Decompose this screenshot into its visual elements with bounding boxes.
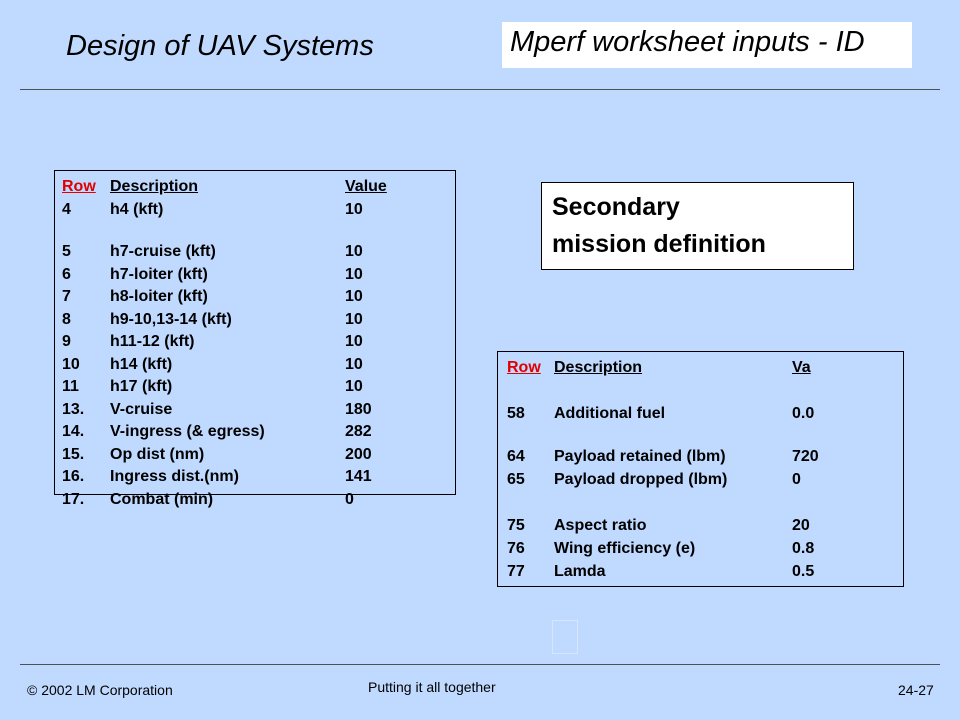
table2-row-desc: Payload retained (lbm) [554,448,726,465]
table2-row-value: 720 [792,448,819,465]
table1-row-num: 14. [62,423,85,440]
page-title: Design of UAV Systems [66,30,374,62]
table2-row-num: 65 [507,471,525,488]
table1-row-desc: h8-loiter (kft) [110,288,208,305]
table2-row-num: 77 [507,563,525,580]
table2-row-num: 76 [507,540,525,557]
footer-center-text: Putting it all together [368,679,496,695]
table1-row-desc: h11-12 (kft) [110,333,195,350]
table1-row-value: 10 [345,311,363,328]
table1-row-num: 11 [62,378,79,395]
secondary-mission-title: Secondary [552,193,680,221]
table2-header-description: Description [554,359,643,376]
table2-row-desc: Lamda [554,563,606,580]
table1-row-value: 10 [345,378,363,395]
table2-row-value: 20 [792,517,810,534]
table1-row-num: 4 [62,201,71,218]
table1-header-row: Row [62,178,96,195]
table1-row-value: 10 [345,356,363,373]
table1-row-desc: h9-10,13-14 (kft) [110,311,232,328]
footer-divider [20,664,940,665]
table1-row-value: 0 [345,491,354,508]
table1-row-num: 7 [62,288,71,305]
table1-row-desc: h14 (kft) [110,356,173,373]
table1-row-desc: h4 (kft) [110,201,164,218]
table1-row-num: 17. [62,491,85,508]
table2-row-num: 75 [507,517,525,534]
table1-row-num: 10 [62,356,80,373]
table1-row-desc: V-ingress (& egress) [110,423,265,440]
table2-row-desc: Payload dropped (lbm) [554,471,728,488]
table1-row-num: 8 [62,311,71,328]
footer-page-number: 24-27 [898,682,934,698]
table1-row-num: 13. [62,401,85,418]
table1-row-value: 200 [345,446,372,463]
table1-row-desc: h17 (kft) [110,378,173,395]
table2-row-num: 58 [507,405,525,422]
table1-header-value: Value [345,178,387,195]
table1-row-value: 282 [345,423,372,440]
table2-row-value: 0.0 [792,405,815,422]
table1-header-description: Description [110,178,199,195]
table1-row-desc: h7-loiter (kft) [110,266,208,283]
placeholder-glyph-icon [552,620,578,654]
table1-row-desc: h7-cruise (kft) [110,243,216,260]
table1-row-value: 10 [345,201,363,218]
table1-row-num: 15. [62,446,85,463]
secondary-mission-subtitle: mission definition [552,230,766,258]
table1-row-num: 16. [62,468,85,485]
table2-row-value: 0 [792,471,801,488]
table1-row-num: 5 [62,243,71,260]
table1-row-desc: Ingress dist.(nm) [110,468,239,485]
table2-row-value: 0.5 [792,563,815,580]
table2-row-value: 0.8 [792,540,815,557]
table1-row-value: 10 [345,333,363,350]
table2-header-row: Row [507,359,541,376]
header-divider [20,89,940,90]
table1-row-desc: V-cruise [110,401,173,418]
table1-row-value: 141 [345,468,372,485]
footer-copyright: © 2002 LM Corporation [27,682,173,698]
table1-row-desc: Combat (min) [110,491,214,508]
table2-row-desc: Wing efficiency (e) [554,540,696,557]
table2-row-desc: Aspect ratio [554,517,647,534]
table1-row-value: 10 [345,266,363,283]
table1-row-value: 180 [345,401,372,418]
table1-row-num: 9 [62,333,71,350]
table1-row-desc: Op dist (nm) [110,446,205,463]
table2-header-value: Va [792,359,811,376]
table2-row-desc: Additional fuel [554,405,666,422]
table1-row-num: 6 [62,266,71,283]
header-tag: Mperf worksheet inputs - ID [510,26,865,58]
table2-row-num: 64 [507,448,525,465]
table1-row-value: 10 [345,243,363,260]
table1-row-value: 10 [345,288,363,305]
